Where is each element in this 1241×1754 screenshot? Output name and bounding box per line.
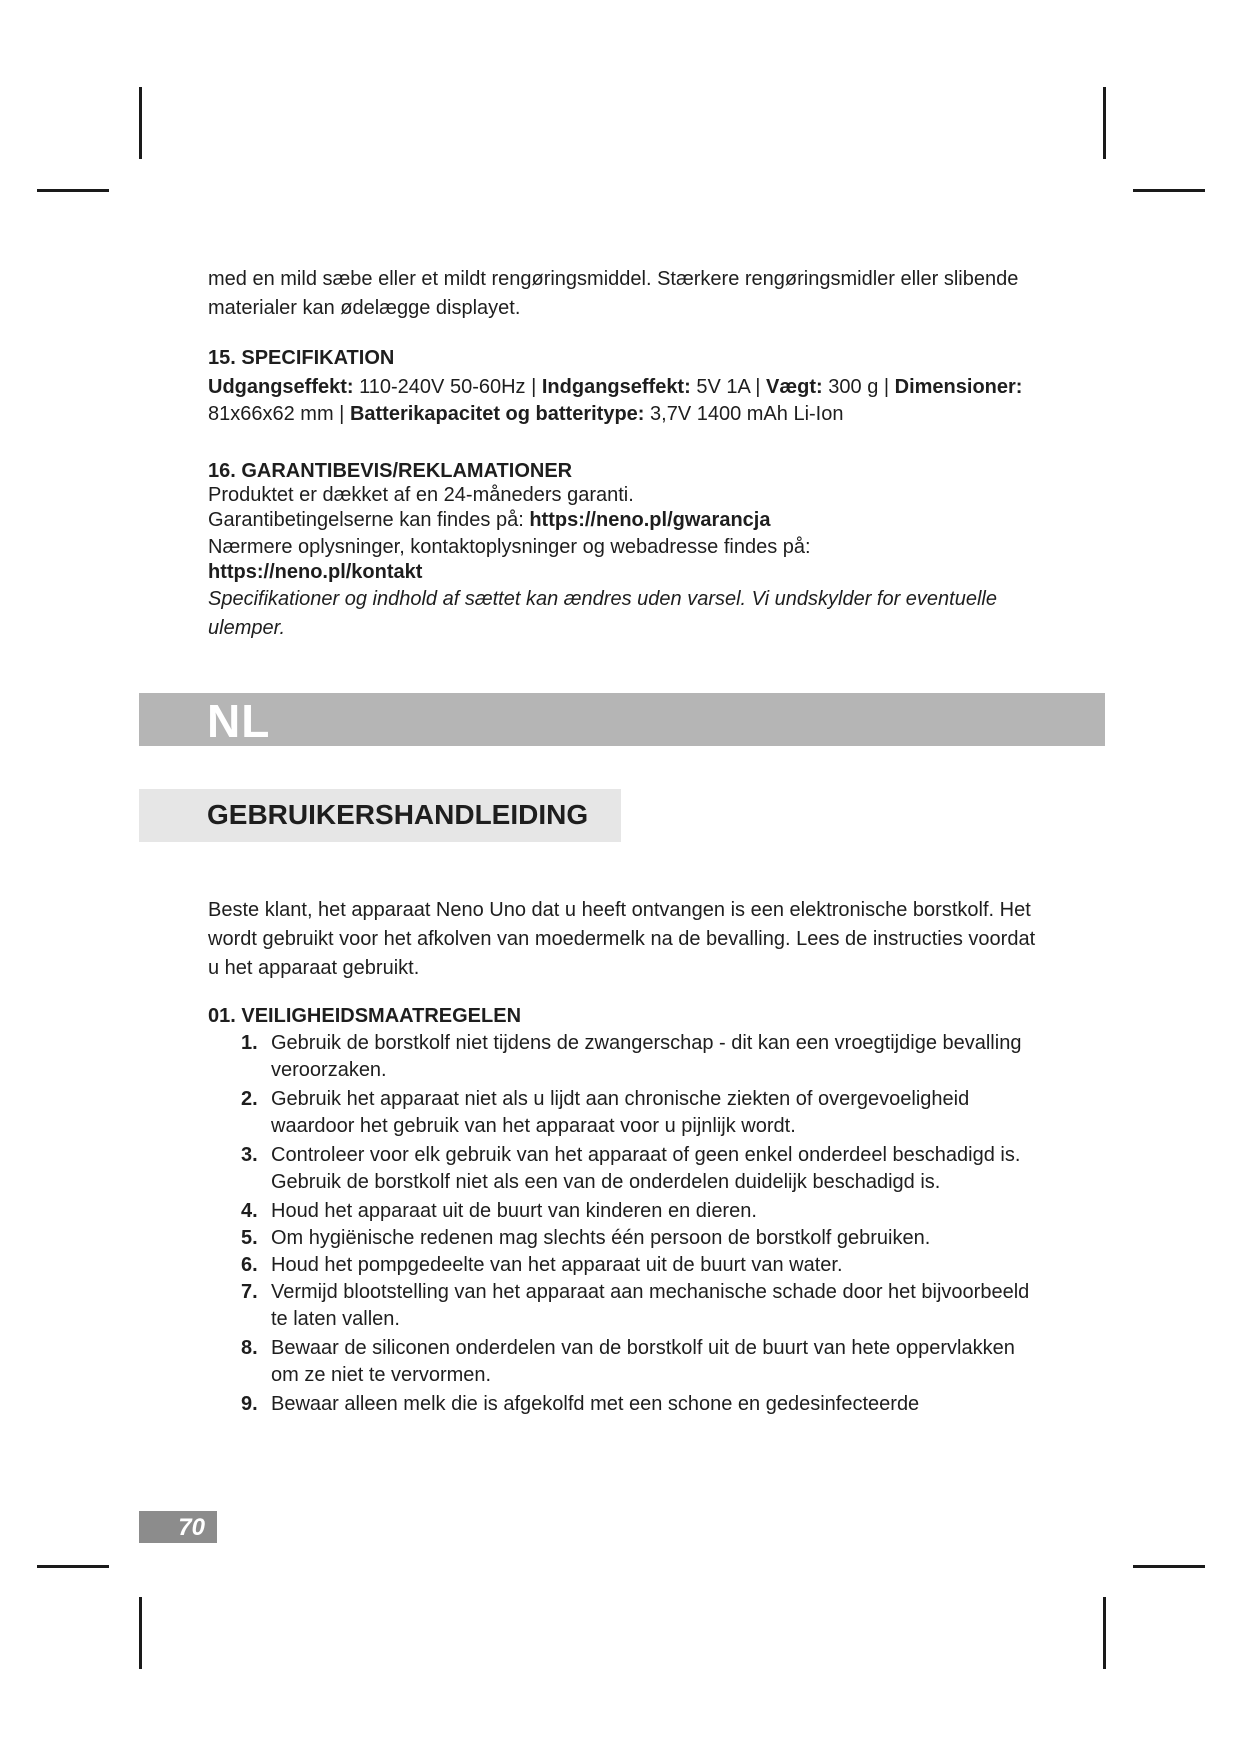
spec-label: Udgangseffekt: — [208, 376, 354, 398]
warranty-link[interactable]: https://neno.pl/gwarancja — [529, 509, 771, 531]
list-item-number: 5. — [241, 1227, 258, 1249]
list-item — [208, 1252, 1048, 1279]
list-item-number: 6. — [241, 1254, 258, 1276]
spec-value: 3,7V 1400 mAh Li-Ion — [650, 403, 844, 425]
spec-list: Udgangseffekt: 110-240V 50-60Hz | Indgangseffekt: 5V 1A | Vægt: 300 g | Dimensioner: 81x66x62 mm | Batterikapacitet og batteritype: 3,7V 1400 mAh Li-Ion — [208, 376, 1023, 425]
list-item-number: 4. — [241, 1200, 258, 1222]
warranty-line-2 — [208, 508, 1048, 533]
crop-mark-top-left-horizontal — [37, 189, 109, 192]
disclaimer: Specifikationer og indhold af sættet kan ændres uden varsel. Vi undskylder for eventuelle ulemper. — [208, 588, 997, 639]
list-item-text: Om hygiënische redenen mag slechts één persoon de borstkolf gebruiken. — [271, 1227, 931, 1249]
list-item-number: 2. — [241, 1088, 258, 1110]
list-item-text: Bewaar alleen melk die is afgekolfd met een schone en gedesinfecteerde — [271, 1393, 920, 1415]
list-item-text: Houd het apparaat uit de buurt van kinderen en dieren. — [271, 1200, 757, 1222]
page-number: 70 — [178, 1514, 205, 1541]
language-code: NL — [207, 695, 271, 747]
spec-value: 110-240V 50-60Hz — [359, 376, 526, 398]
spec-value: 5V 1A — [696, 376, 750, 398]
crop-mark-top-left-vertical — [139, 87, 142, 159]
crop-mark-top-right-vertical — [1103, 87, 1106, 159]
safety-list — [208, 1030, 1048, 1418]
contact-link-line — [208, 560, 1048, 585]
intro-continuation: med en mild sæbe eller et mildt rengøringsmiddel. Stærkere rengøringsmidler eller slibende materialer kan ødelægge displayet. — [208, 268, 1019, 319]
list-item-number: 8. — [241, 1337, 258, 1359]
list-item — [208, 1335, 1048, 1389]
list-item — [208, 1279, 1048, 1333]
nl-intro-block — [208, 896, 1048, 983]
list-item-text: Gebruik de borstkolf niet tijdens de zwangerschap - dit kan een vroegtijdige bevalling veroorzaken. — [271, 1032, 1022, 1081]
spec-label: Dimensioner: — [894, 376, 1023, 398]
manual-title-bar — [139, 789, 621, 842]
section-safety — [208, 1005, 1048, 1418]
list-item-number: 1. — [241, 1032, 258, 1054]
language-bar — [139, 693, 1105, 746]
danish-continuation — [208, 265, 1048, 323]
list-item — [208, 1142, 1048, 1196]
list-item — [208, 1391, 1048, 1418]
warranty-line-2-text: Garantibetingelserne kan findes på: — [208, 509, 530, 531]
list-item-text: Bewaar de siliconen onderdelen van de borstkolf uit de buurt van hete oppervlakken om ze niet te vervormen. — [271, 1337, 1015, 1386]
manual-title: GEBRUIKERSHANDLEIDING — [207, 799, 589, 830]
contact-line: Nærmere oplysninger, kontaktoplysninger og webadresse findes på: — [208, 536, 811, 558]
contact-link[interactable]: https://neno.pl/kontakt — [208, 561, 423, 583]
crop-mark-bottom-right-horizontal — [1133, 1565, 1205, 1568]
list-item-text: Houd het pompgedeelte van het apparaat uit de buurt van water. — [271, 1254, 843, 1276]
spec-label: Batterikapacitet og batteritype: — [349, 403, 645, 425]
crop-mark-top-right-horizontal — [1133, 189, 1205, 192]
list-item — [208, 1086, 1048, 1140]
spec-value: 81x66x62 mm — [208, 403, 334, 425]
list-item — [208, 1225, 1048, 1252]
section-specification — [208, 347, 1048, 428]
section-warranty — [208, 460, 1048, 643]
list-item-number: 3. — [241, 1144, 258, 1166]
spec-label: Indgangseffekt: — [541, 376, 691, 398]
list-item-number: 7. — [241, 1281, 258, 1303]
crop-mark-bottom-left-vertical — [139, 1597, 142, 1669]
section-16-heading: 16. GARANTIBEVIS/REKLAMATIONER — [208, 460, 573, 482]
list-item — [208, 1198, 1048, 1225]
page-number-badge — [139, 1511, 217, 1543]
list-item-text: Gebruik het apparaat niet als u lijdt aan chronische ziekten of overgevoeligheid waardoor het gebruik van het apparaat voor u pijnlijk wordt. — [271, 1088, 970, 1137]
crop-mark-bottom-right-vertical — [1103, 1597, 1106, 1669]
list-item-text: Controleer voor elk gebruik van het apparaat of geen enkel onderdeel beschadigd is. Gebruik de borstkolf niet als een van de onderdelen duidelijk beschadigd is. — [271, 1144, 1021, 1193]
spec-label: Vægt: — [766, 376, 823, 398]
list-item-number: 9. — [241, 1393, 258, 1415]
spec-value: 300 g — [828, 376, 879, 398]
crop-mark-bottom-left-horizontal — [37, 1565, 109, 1568]
nl-intro: Beste klant, het apparaat Neno Uno dat u heeft ontvangen is een elektronische borstkolf. Het wordt gebruikt voor het afkolven van moedermelk na de bevalling. Lees de instructies voordat u het apparaat gebruikt. — [208, 899, 1036, 979]
section-15-heading: 15. SPECIFIKATION — [208, 347, 395, 369]
warranty-line-1: Produktet er dækket af en 24-måneders garanti. — [208, 484, 634, 506]
safety-heading: 01. VEILIGHEIDSMAATREGELEN — [208, 1005, 522, 1027]
list-item-text: Vermijd blootstelling van het apparaat aan mechanische schade door het bijvoorbeeld te laten vallen. — [271, 1281, 1030, 1330]
list-item — [208, 1030, 1048, 1084]
